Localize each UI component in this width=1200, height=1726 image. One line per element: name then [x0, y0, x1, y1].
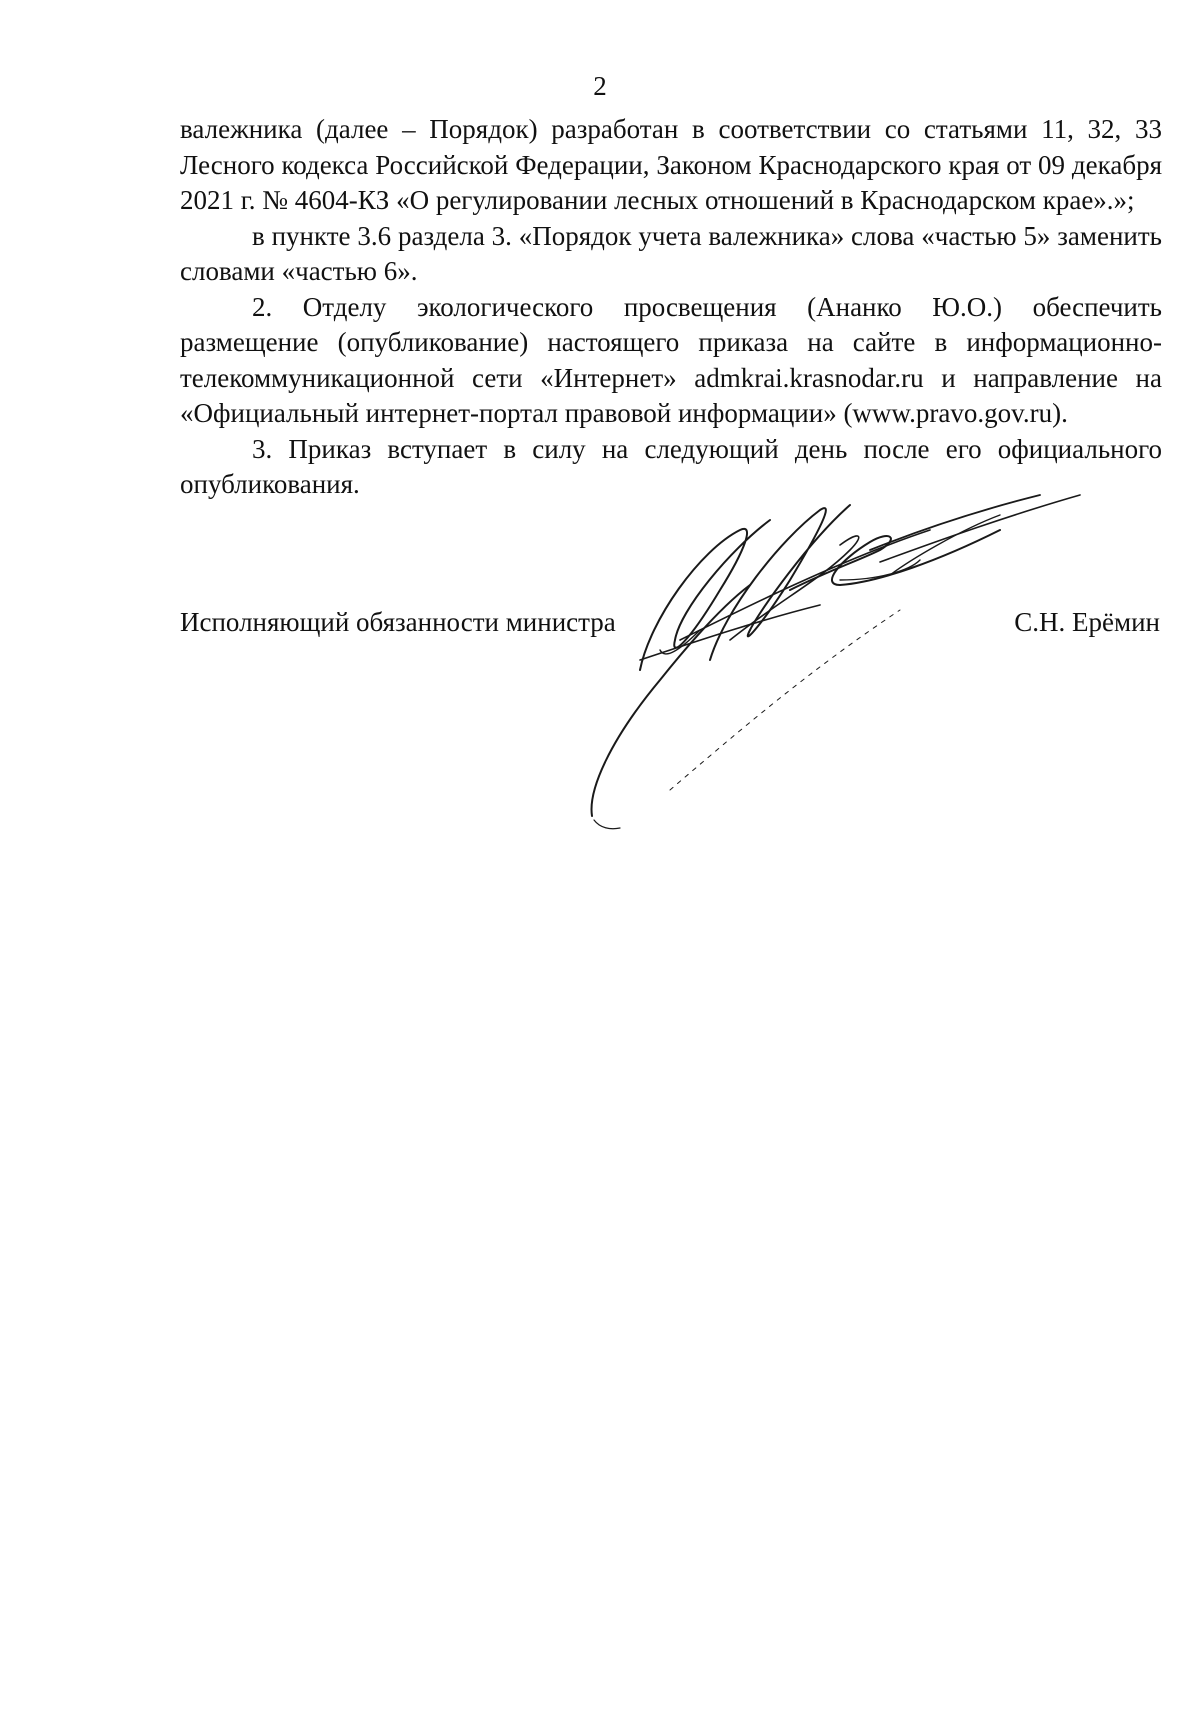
document-body: [180, 112, 1162, 503]
signatory-position: Исполняющий обязанности министра: [180, 607, 616, 637]
page-number: 2: [593, 71, 607, 101]
paragraph-item-3: 3. Приказ вступает в силу на следующий день после его официального опубликования.: [180, 433, 1162, 499]
signatory-name: С.Н. Ерёмин: [1014, 607, 1160, 637]
paragraph-continuation: валежника (далее – Порядок) разработан в соответствии со статьями 11, 32, 33 Лесного кодекса Российской Федерации, Законом Краснодарского края от 09 декабря 2021 г. № 4604-КЗ «О регулировании лесных отношений в Краснодарском крае».»;: [180, 114, 1162, 215]
paragraph-item-2: 2. Отделу экологического просвещения (Ананко Ю.О.) обеспечить размещение (опубликование) настоящего приказа на сайте в информационно-телекоммуникационной сети «Интернет» admkrai.krasnodar.ru и направление на «Официальный интернет-портал правовой информации» (www.pravo.gov.ru).: [180, 291, 1162, 428]
paragraph-amendment-3-6: в пункте 3.6 раздела 3. «Порядок учета валежника» слова «частью 5» заменить словами «частью 6».: [180, 220, 1162, 286]
handwritten-signature: [580, 490, 1160, 850]
